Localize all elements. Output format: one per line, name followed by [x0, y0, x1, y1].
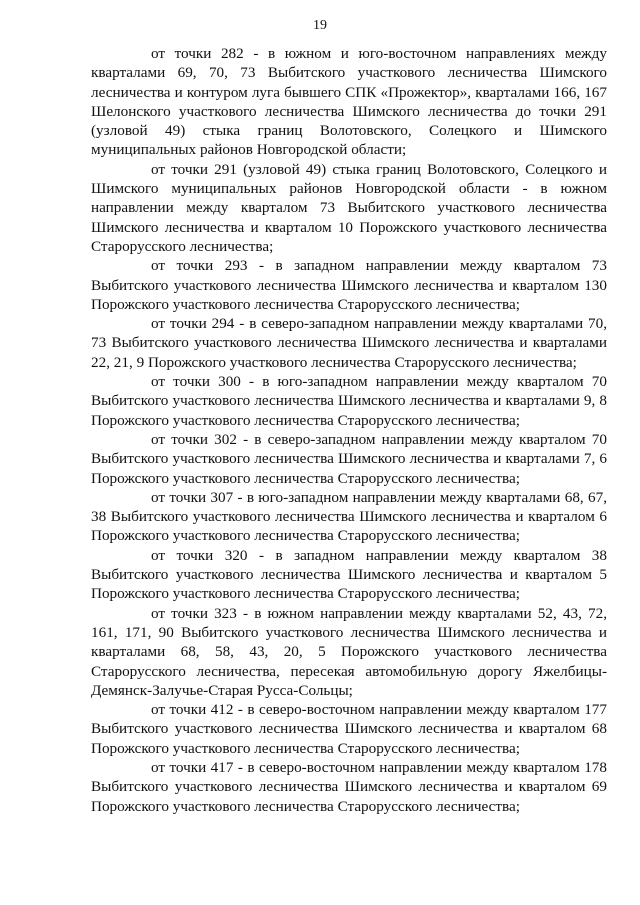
boundary-paragraph: от точки 302 - в северо-западном направлении между кварталом 70 Выбитского участкового лесничества Шимского лесничества и кварталами 7, 6 Порожского участкового лесничества Старорусского лесничества; [91, 430, 607, 487]
boundary-paragraph: от точки 300 - в юго-западном направлении между кварталом 70 Выбитского участкового лесничества Шимского лесничества и кварталами 9, 8 Порожского участкового лесничества Старорусского лесничества; [91, 373, 607, 429]
boundary-paragraph: от точки 294 - в северо-западном направлении между кварталами 70, 73 Выбитского участкового лесничества Шимского лесничества и кварталами 22, 21, 9 Порожского участкового лесничества Старорусского лесничества; [91, 315, 607, 371]
boundary-paragraph: от точки 320 - в западном направлении между кварталом 38 Выбитского участкового лесничества Шимского лесничества и кварталом 5 Порожского участкового лесничества Старорусского лесничества; [91, 546, 607, 603]
boundary-paragraph: от точки 323 - в южном направлении между кварталами 52, 43, 72, 161, 171, 90 Выбитского участкового лесничества Шимского лесничества и кварталами 68, 58, 43, 20, 5 Порожского участкового лесничества Старорусского лесничества, пересекая автомобильную дорогу Яжелбицы-Демянск-Залучье-Старая Русса-Сольцы; [91, 604, 607, 699]
boundary-paragraph: от точки 307 - в юго-западном направлении между кварталами 68, 67, 38 Выбитского участкового лесничества Шимского лесничества и кварталом 6 Порожского участкового лесничества Старорусского лесничества; [91, 488, 607, 545]
boundary-paragraph: от точки 417 - в северо-восточном направлении между кварталом 178 Выбитского участкового лесничества Шимского лесничества и кварталом 69 Порожского участкового лесничества Старорусского лесничества; [91, 758, 607, 815]
boundary-paragraph: от точки 412 - в северо-восточном направлении между кварталом 177 Выбитского участкового лесничества Шимского лесничества и кварталом 68 Порожского участкового лесничества Старорусского лесничества; [91, 701, 607, 757]
boundary-paragraph: от точки 291 (узловой 49) стыка границ Волотовского, Солецкого и Шимского муниципальных районов Новгородской области - в южном направлении между кварталом 73 Выбитского участкового лесничества Шимского лесничества и кварталом 10 Порожского участкового лесничества Старорусского лесничества; [91, 160, 607, 255]
boundary-paragraph: от точки 293 - в западном направлении между кварталом 73 Выбитского участкового лесничества Шимского лесничества и кварталом 130 Порожского участкового лесничества Старорусского лесничества; [91, 257, 607, 313]
document-body [91, 44, 607, 816]
page-number: 19 [313, 18, 327, 33]
boundary-paragraph: от точки 282 - в южном и юго-восточном направлениях между кварталами 69, 70, 73 Выбитского участкового лесничества Шимского лесничества и контуром луга бывшего СПК «Прожектор», кварталами 166, 167 Шелонского участкового лесничества Шимского лесничества до точки 291 (узловой 49) стыка границ Волотовского, Солецкого и Шимского муниципальных районов Новгородской области; [91, 45, 607, 159]
